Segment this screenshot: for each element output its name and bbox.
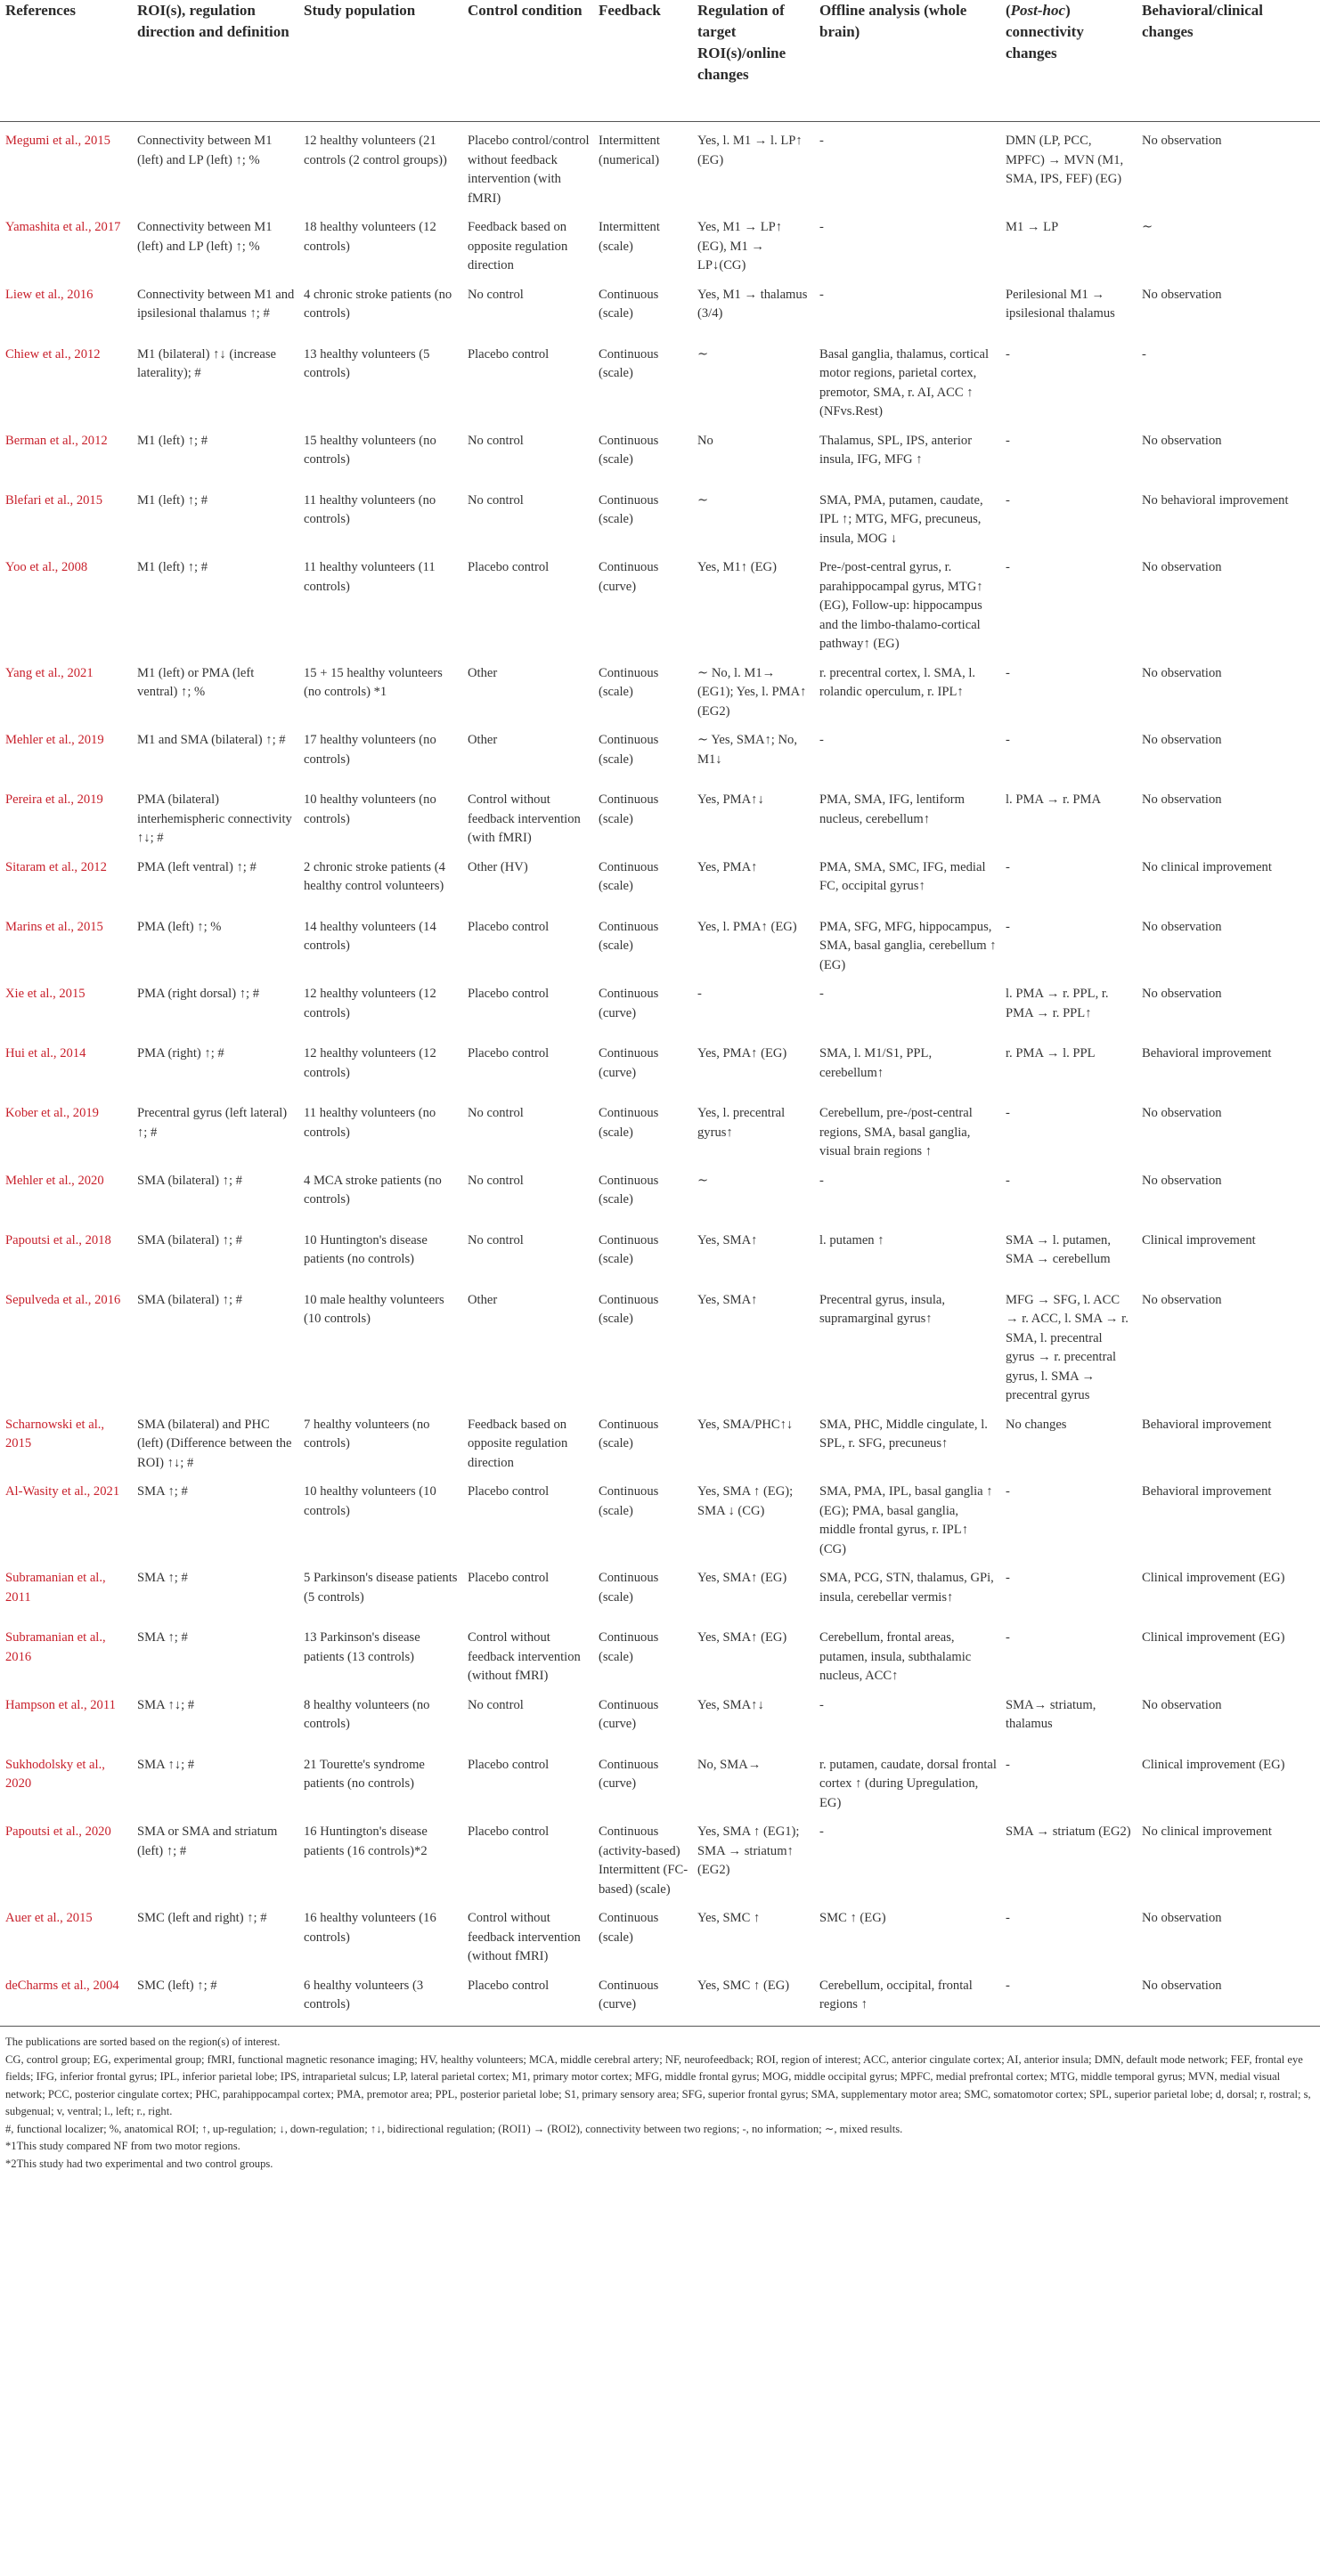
regulation-cell: Yes, SMA↑↓: [697, 1697, 764, 1712]
behavioral-cell: No observation: [1142, 987, 1222, 1001]
table-row: [0, 1222, 1320, 1281]
population-cell: 4 chronic stroke patients (no controls): [304, 287, 452, 321]
connectivity-cell: -: [1006, 665, 1010, 680]
table-row: [0, 849, 1320, 908]
behavioral-cell: No observation: [1142, 665, 1222, 680]
regulation-cell: Yes, PMA↑: [697, 859, 758, 874]
offline-cell: SMA, PMA, putamen, caudate, IPL ↑; MTG, MFG, precuneus, insula, MOG ↓: [819, 492, 983, 546]
connectivity-cell: SMA → striatum (EG2): [1006, 1824, 1131, 1839]
connectivity-cell: DMN (LP, PCC, MPFC) → MVN (M1, SMA, IPS, FEF) (EG): [1006, 134, 1124, 186]
table-row: [0, 122, 1320, 209]
offline-cell: SMA, PHC, Middle cingulate, l. SPL, r. SFG, precuneus↑: [819, 1417, 988, 1451]
connectivity-cell: l. PMA → r. PMA: [1006, 792, 1102, 807]
offline-cell: Precentral gyrus, insula, supramarginal gyrus↑: [819, 1292, 946, 1326]
reference-cell[interactable]: Pereira et al., 2019: [5, 792, 103, 807]
header-regulation: Regulation of target ROI(s)/online changes: [697, 2, 786, 83]
behavioral-cell: Behavioral improvement: [1142, 1417, 1272, 1432]
offline-cell: SMA, l. M1/S1, PPL, cerebellum↑: [819, 1046, 933, 1080]
regulation-cell: Yes, M1↑ (EG): [697, 560, 777, 574]
roi-cell: PMA (right dorsal) ↑; #: [137, 987, 260, 1001]
regulation-cell: ∼ No, l. M1→ (EG1); Yes, l. PMA↑ (EG2): [697, 665, 807, 719]
table-row: [0, 1162, 1320, 1222]
control-cell: Placebo control: [468, 1757, 550, 1772]
feedback-cell: Continuous (scale): [599, 919, 659, 953]
population-cell: 6 healthy volunteers (3 controls): [304, 1978, 424, 2011]
roi-cell: PMA (left ventral) ↑; #: [137, 859, 257, 874]
offline-cell: Cerebellum, frontal areas, putamen, insula, subthalamic nucleus, ACC↑: [819, 1630, 972, 1683]
control-cell: Placebo control: [468, 1978, 550, 1993]
control-cell: Other: [468, 665, 498, 680]
roi-cell: SMC (left) ↑; #: [137, 1978, 217, 1993]
table-row: [0, 908, 1320, 976]
control-cell: Placebo control: [468, 919, 550, 934]
reference-cell[interactable]: Mehler et al., 2019: [5, 733, 104, 747]
reference-cell[interactable]: Blefari et al., 2015: [5, 492, 103, 508]
header-feedback: Feedback: [599, 2, 661, 19]
population-cell: 15 healthy volunteers (no controls): [304, 433, 436, 467]
feedback-cell: Continuous (scale): [599, 1173, 659, 1207]
connectivity-cell: No changes: [1006, 1417, 1067, 1432]
regulation-cell: Yes, l. precentral gyrus↑: [697, 1106, 786, 1140]
roi-cell: SMA ↑↓; #: [137, 1697, 195, 1712]
connectivity-cell: -: [1006, 1106, 1010, 1120]
feedback-cell: Continuous (curve): [599, 987, 659, 1020]
feedback-cell: Continuous (scale): [599, 733, 659, 767]
offline-cell: PMA, SFG, MFG, hippocampus, SMA, basal ganglia, cerebellum ↑ (EG): [819, 919, 997, 972]
behavioral-cell: No clinical improvement: [1142, 1824, 1272, 1839]
control-cell: Placebo control: [468, 1571, 550, 1585]
connectivity-cell: -: [1006, 733, 1010, 747]
population-cell: 5 Parkinson's disease patients (5 controls): [304, 1571, 458, 1605]
behavioral-cell: No observation: [1142, 1697, 1222, 1712]
control-cell: Other (HV): [468, 859, 528, 874]
connectivity-cell: l. PMA → r. PPL, r. PMA → r. PPL↑: [1006, 987, 1109, 1020]
feedback-cell: Continuous (scale): [599, 1232, 659, 1266]
regulation-cell: Yes, SMC ↑ (EG): [697, 1978, 790, 1993]
header-references: References: [5, 2, 76, 19]
population-cell: 11 healthy volunteers (no controls): [304, 492, 436, 526]
control-cell: No control: [468, 1232, 524, 1247]
table-row: [0, 1473, 1320, 1559]
population-cell: 12 healthy volunteers (12 controls): [304, 1046, 436, 1080]
regulation-cell: No: [697, 433, 713, 448]
feedback-cell: Continuous (scale): [599, 1106, 659, 1140]
feedback-cell: Continuous (scale): [599, 1911, 659, 1945]
table-row: [0, 276, 1320, 336]
offline-cell: -: [819, 1824, 824, 1839]
table-row: [0, 1813, 1320, 1899]
feedback-cell: Continuous (scale): [599, 1417, 659, 1451]
offline-cell: Thalamus, SPL, IPS, anterior insula, IFG, MFG ↑: [819, 433, 973, 467]
regulation-cell: Yes, SMA↑ (EG): [697, 1571, 787, 1585]
behavioral-cell: Clinical improvement (EG): [1142, 1630, 1285, 1645]
roi-cell: SMA (bilateral) ↑; #: [137, 1173, 242, 1188]
roi-cell: SMA ↑↓; #: [137, 1757, 195, 1772]
connectivity-cell: -: [1006, 433, 1010, 448]
reference-cell[interactable]: Papoutsi et al., 2020: [5, 1824, 111, 1839]
connectivity-cell: MFG → SFG, l. ACC → r. ACC, l. SMA → r. SMA, l. precentral gyrus → r. precentral gyrus, l. SMA → precentral gyrus: [1006, 1292, 1129, 1402]
table-row: [0, 208, 1320, 276]
feedback-cell: Continuous (scale): [599, 1630, 659, 1664]
connectivity-cell: -: [1006, 1630, 1010, 1645]
reference-cell[interactable]: Chiew et al., 2012: [5, 346, 101, 362]
table-row: [0, 1967, 1320, 2027]
reference-cell[interactable]: deCharms et al., 2004: [5, 1978, 119, 1993]
regulation-cell: Yes, SMA↑ (EG): [697, 1630, 787, 1645]
feedback-cell: Continuous (scale): [599, 287, 659, 321]
population-cell: 12 healthy volunteers (12 controls): [304, 987, 436, 1020]
feedback-cell: Continuous (scale): [599, 1292, 659, 1326]
table-row: [0, 549, 1320, 654]
offline-cell: -: [819, 134, 824, 148]
connectivity-cell: -: [1006, 1484, 1010, 1499]
reference-cell[interactable]: Yamashita et al., 2017: [5, 220, 121, 234]
offline-cell: Cerebellum, pre-/post-central regions, SMA, basal ganglia, visual brain regions ↑: [819, 1106, 973, 1158]
regulation-cell: ∼ Yes, SMA↑; No, M1↓: [697, 733, 797, 767]
regulation-cell: Yes, M1 → thalamus (3/4): [697, 287, 808, 321]
behavioral-cell: No observation: [1142, 919, 1222, 934]
regulation-cell: Yes, PMA↑ (EG): [697, 1046, 787, 1060]
connectivity-cell: r. PMA → l. PPL: [1006, 1046, 1096, 1060]
offline-cell: -: [819, 1173, 824, 1188]
behavioral-cell: No observation: [1142, 1911, 1222, 1925]
connectivity-cell: -: [1006, 859, 1010, 874]
control-cell: Placebo control: [468, 346, 550, 362]
feedback-cell: Continuous (curve): [599, 1757, 659, 1791]
control-cell: No control: [468, 1173, 524, 1188]
connectivity-cell: Perilesional M1 → ipsilesional thalamus: [1006, 287, 1115, 321]
population-cell: 2 chronic stroke patients (4 healthy control volunteers): [304, 859, 445, 893]
population-cell: 4 MCA stroke patients (no controls): [304, 1173, 442, 1207]
regulation-cell: Yes, PMA↑↓: [697, 792, 764, 807]
reference-cell[interactable]: Hui et al., 2014: [5, 1046, 86, 1060]
regulation-cell: Yes, SMA ↑ (EG); SMA ↓ (CG): [697, 1484, 794, 1518]
header-control-condition: Control condition: [468, 2, 583, 19]
feedback-cell: Continuous (scale): [599, 433, 659, 467]
connectivity-cell: M1 → LP: [1006, 220, 1059, 234]
connectivity-cell: -: [1006, 919, 1010, 934]
population-cell: 10 healthy volunteers (no controls): [304, 792, 436, 826]
header-offline-analysis: Offline analysis (whole brain): [819, 2, 967, 40]
population-cell: 10 Huntington's disease patients (no controls): [304, 1232, 428, 1266]
population-cell: 18 healthy volunteers (12 controls): [304, 220, 436, 254]
offline-cell: -: [819, 733, 824, 747]
offline-cell: SMC ↑ (EG): [819, 1911, 886, 1925]
population-cell: 21 Tourette's syndrome patients (no controls): [304, 1757, 425, 1791]
behavioral-cell: No observation: [1142, 560, 1222, 574]
roi-cell: M1 (left) ↑; #: [137, 433, 208, 448]
reference-cell[interactable]: Sepulveda et al., 2016: [5, 1292, 121, 1307]
feedback-cell: Continuous (scale): [599, 665, 659, 699]
roi-cell: SMA (bilateral) ↑; #: [137, 1232, 242, 1247]
reference-cell[interactable]: Yang et al., 2021: [5, 665, 94, 680]
behavioral-cell: Behavioral improvement: [1142, 1046, 1272, 1060]
reference-cell[interactable]: Al-Wasity et al., 2021: [5, 1484, 120, 1499]
connectivity-cell: -: [1006, 1173, 1010, 1188]
population-cell: 8 healthy volunteers (no controls): [304, 1697, 430, 1731]
control-cell: Placebo control: [468, 560, 550, 574]
behavioral-cell: Clinical improvement (EG): [1142, 1571, 1285, 1585]
table-row: [0, 1094, 1320, 1162]
table-body: [0, 122, 1320, 2027]
reference-cell[interactable]: Kober et al., 2019: [5, 1106, 99, 1120]
control-cell: Control without feedback intervention (without fMRI): [468, 1630, 581, 1683]
table-row: [0, 1559, 1320, 1619]
roi-cell: M1 (left) ↑; #: [137, 492, 208, 508]
connectivity-cell: SMA→ striatum, thalamus: [1006, 1697, 1096, 1731]
roi-cell: SMA ↑; #: [137, 1484, 188, 1499]
regulation-cell: Yes, SMA ↑ (EG1); SMA → striatum↑ (EG2): [697, 1824, 800, 1877]
offline-cell: SMA, PCG, STN, thalamus, GPi, insula, cerebellar vermis↑: [819, 1571, 994, 1605]
control-cell: Other: [468, 1292, 498, 1307]
table-row: [0, 1746, 1320, 1814]
table-row: [0, 1406, 1320, 1474]
table-row: [0, 1035, 1320, 1094]
footnote: *2This study had two experimental and two control groups.: [5, 2157, 273, 2170]
behavioral-cell: No observation: [1142, 792, 1222, 807]
connectivity-cell: -: [1006, 492, 1010, 508]
roi-cell: Connectivity between M1 and ipsilesional thalamus ↑; #: [137, 287, 295, 321]
offline-cell: Basal ganglia, thalamus, cortical motor regions, parietal cortex, premotor, SMA, r. AI, ACC ↑ (NFvs.Rest): [819, 346, 990, 418]
roi-cell: Precentral gyrus (left lateral) ↑; #: [137, 1106, 288, 1140]
regulation-cell: Yes, l. M1 → l. LP↑ (EG): [697, 134, 803, 167]
feedback-cell: Continuous (scale): [599, 492, 659, 526]
reference-cell[interactable]: Berman et al., 2012: [5, 433, 108, 448]
footnote: #, functional localizer; %, anatomical ROI; ↑, up-regulation; ↓, down-regulation; ↑↓, bidirectional regulation; (ROI1) → (ROI2), connectivity between two regions; -, no information; ∼, mixed results.: [5, 2122, 903, 2135]
population-cell: 7 healthy volunteers (no controls): [304, 1417, 430, 1451]
header-study-population: Study population: [304, 2, 416, 19]
behavioral-cell: No observation: [1142, 134, 1222, 148]
regulation-cell: Yes, SMA↑: [697, 1292, 758, 1307]
reference-cell[interactable]: Subramanian et al., 2011: [5, 1571, 106, 1605]
connectivity-cell: -: [1006, 1571, 1010, 1585]
feedback-cell: Continuous (scale): [599, 346, 659, 380]
roi-cell: M1 (left) ↑; #: [137, 560, 208, 574]
reference-cell[interactable]: Liew et al., 2016: [5, 287, 94, 302]
population-cell: 11 healthy volunteers (no controls): [304, 1106, 436, 1140]
population-cell: 14 healthy volunteers (14 controls): [304, 919, 436, 953]
control-cell: Control without feedback intervention (without fMRI): [468, 1911, 581, 1963]
connectivity-cell: -: [1006, 1757, 1010, 1772]
reference-cell[interactable]: Subramanian et al., 2016: [5, 1630, 106, 1664]
feedback-cell: Continuous (curve): [599, 1046, 659, 1080]
offline-cell: Pre-/post-central gyrus, r. parahippocampal gyrus, MTG↑ (EG), Follow-up: hippocampus and the limbo-thalamo-cortical pathway↑ (EG): [819, 560, 983, 651]
offline-cell: -: [819, 220, 824, 234]
regulation-cell: ∼: [697, 1173, 709, 1188]
population-cell: 12 healthy volunteers (21 controls (2 control groups)): [304, 134, 447, 167]
regulation-cell: -: [697, 987, 702, 1001]
table-footnotes: [0, 2027, 1320, 2173]
offline-cell: PMA, SMA, IFG, lentiform nucleus, cerebellum↑: [819, 792, 965, 826]
population-cell: 10 healthy volunteers (10 controls): [304, 1484, 436, 1518]
table-row: [0, 336, 1320, 422]
connectivity-cell: -: [1006, 1911, 1010, 1925]
table-row: [0, 654, 1320, 722]
reference-cell[interactable]: Yoo et al., 2008: [5, 560, 88, 574]
feedback-cell: Intermittent (numerical): [599, 134, 660, 167]
offline-cell: -: [819, 987, 824, 1001]
population-cell: 15 + 15 healthy volunteers (no controls) *1: [304, 665, 443, 699]
footnote: *1This study compared NF from two motor regions.: [5, 2140, 240, 2152]
behavioral-cell: No observation: [1142, 1106, 1222, 1120]
regulation-cell: ∼: [697, 346, 709, 362]
behavioral-cell: Behavioral improvement: [1142, 1484, 1272, 1499]
population-cell: 11 healthy volunteers (11 controls): [304, 560, 436, 594]
control-cell: No control: [468, 287, 524, 302]
roi-cell: SMA (bilateral) ↑; #: [137, 1292, 242, 1307]
behavioral-cell: -: [1142, 346, 1146, 362]
roi-cell: PMA (right) ↑; #: [137, 1046, 224, 1060]
feedback-cell: Continuous (curve): [599, 1697, 659, 1731]
header-behavioral: Behavioral/clinical changes: [1142, 2, 1263, 40]
feedback-cell: Continuous (scale): [599, 792, 659, 826]
control-cell: No control: [468, 1697, 524, 1712]
control-cell: Feedback based on opposite regulation direction: [468, 220, 568, 272]
reference-cell[interactable]: Papoutsi et al., 2018: [5, 1232, 111, 1247]
offline-cell: -: [819, 1697, 824, 1712]
connectivity-cell: -: [1006, 560, 1010, 574]
roi-cell: SMA ↑; #: [137, 1571, 188, 1585]
reference-cell[interactable]: Sitaram et al., 2012: [5, 859, 107, 874]
reference-cell[interactable]: Megumi et al., 2015: [5, 134, 110, 148]
control-cell: No control: [468, 433, 524, 448]
feedback-cell: Intermittent (scale): [599, 220, 660, 254]
roi-cell: M1 (left) or PMA (left ventral) ↑; %: [137, 665, 255, 699]
table-header: [0, 0, 1320, 122]
population-cell: 13 healthy volunteers (5 controls): [304, 346, 430, 380]
control-cell: No control: [468, 1106, 524, 1120]
control-cell: Control without feedback intervention (with fMRI): [468, 792, 581, 845]
reference-cell[interactable]: Auer et al., 2015: [5, 1911, 93, 1925]
population-cell: 10 male healthy volunteers (10 controls): [304, 1292, 444, 1326]
header-roi: ROI(s), regulation direction and definition: [137, 2, 289, 40]
reference-cell[interactable]: Hampson et al., 2011: [5, 1697, 116, 1712]
offline-cell: SMA, PMA, IPL, basal ganglia ↑ (EG); PMA, basal ganglia, middle frontal gyrus, r. IPL↑ (CG): [819, 1484, 993, 1556]
population-cell: 13 Parkinson's disease patients (13 controls): [304, 1630, 420, 1664]
feedback-cell: Continuous (scale): [599, 859, 659, 893]
roi-cell: M1 and SMA (bilateral) ↑; #: [137, 733, 286, 747]
offline-cell: r. putamen, caudate, dorsal frontal cortex ↑ (during Upregulation, EG): [819, 1757, 997, 1810]
behavioral-cell: No observation: [1142, 1978, 1222, 1993]
connectivity-cell: SMA → l. putamen, SMA → cerebellum: [1006, 1232, 1111, 1266]
reference-cell[interactable]: Scharnowski et al., 2015: [5, 1417, 105, 1451]
population-cell: 16 Huntington's disease patients (16 controls)*2: [304, 1824, 428, 1858]
regulation-cell: Yes, SMA/PHC↑↓: [697, 1417, 794, 1432]
regulation-cell: No, SMA→: [697, 1757, 762, 1772]
regulation-cell: Yes, M1 → LP↑ (EG), M1 → LP↓(CG): [697, 220, 783, 272]
table-row: [0, 422, 1320, 482]
table-row: [0, 1899, 1320, 1967]
behavioral-cell: Clinical improvement (EG): [1142, 1757, 1285, 1772]
offline-cell: PMA, SMA, SMC, IFG, medial FC, occipital gyrus↑: [819, 859, 986, 893]
regulation-cell: Yes, l. PMA↑ (EG): [697, 919, 797, 934]
footnote: The publications are sorted based on the region(s) of interest.: [5, 2036, 281, 2048]
reference-cell[interactable]: Marins et al., 2015: [5, 919, 103, 934]
regulation-cell: Yes, SMA↑: [697, 1232, 758, 1247]
regulation-cell: ∼: [697, 492, 709, 508]
population-cell: 16 healthy volunteers (16 controls): [304, 1911, 436, 1945]
feedback-cell: Continuous (activity-based) Intermittent (FC-based) (scale): [599, 1824, 689, 1897]
table-row: [0, 781, 1320, 849]
control-cell: Placebo control: [468, 1046, 550, 1060]
behavioral-cell: No observation: [1142, 733, 1222, 747]
population-cell: 17 healthy volunteers (no controls): [304, 733, 436, 767]
control-cell: Placebo control: [468, 987, 550, 1001]
table-row: [0, 1281, 1320, 1406]
header-connectivity: (Post-hoc) connectivity changes: [1006, 2, 1084, 61]
control-cell: Feedback based on opposite regulation direction: [468, 1417, 568, 1470]
connectivity-cell: -: [1006, 1978, 1010, 1993]
control-cell: No control: [468, 492, 524, 508]
regulation-cell: Yes, SMC ↑: [697, 1911, 761, 1925]
behavioral-cell: ∼: [1142, 220, 1153, 234]
behavioral-cell: No observation: [1142, 433, 1222, 448]
feedback-cell: Continuous (scale): [599, 1484, 659, 1518]
feedback-cell: Continuous (scale): [599, 1571, 659, 1605]
behavioral-cell: No behavioral improvement: [1142, 492, 1289, 508]
roi-cell: M1 (bilateral) ↑↓ (increase laterality); #: [137, 346, 276, 380]
behavioral-cell: No observation: [1142, 1173, 1222, 1188]
table-row: [0, 1686, 1320, 1746]
roi-cell: SMA (bilateral) and PHC (left) (Difference between the ROI) ↑↓; #: [137, 1417, 292, 1470]
offline-cell: l. putamen ↑: [819, 1232, 884, 1247]
roi-cell: SMA or SMA and striatum (left) ↑; #: [137, 1824, 278, 1858]
behavioral-cell: No observation: [1142, 1292, 1222, 1307]
control-cell: Placebo control: [468, 1484, 550, 1499]
control-cell: Other: [468, 733, 498, 747]
roi-cell: SMA ↑; #: [137, 1630, 188, 1645]
roi-cell: SMC (left and right) ↑; #: [137, 1911, 267, 1925]
reference-cell[interactable]: Sukhodolsky et al., 2020: [5, 1757, 105, 1791]
reference-cell[interactable]: Mehler et al., 2020: [5, 1173, 104, 1188]
offline-cell: r. precentral cortex, l. SMA, l. rolandic operculum, r. IPL↑: [819, 665, 976, 699]
footnote: CG, control group; EG, experimental group; fMRI, functional magnetic resonance imaging; HV, healthy volunteers; MCA, middle cerebral artery; NF, neurofeedback; ROI, region of interest; ACC, anterior cingulate cortex; AI, anterior insula; DMN, default mode network; FEF, frontal eye fields; IFG, inferior frontal gyrus; IPL, inferior parietal lobe; IPS, intraparietal sulcus; LP, lateral parietal cortex; M1, primary motor cortex; MFG, middle frontal gyrus; MOG, middle occipital gyrus; MPFC, medial prefrontal cortex; MTG, middle temporal gyrus; MVN, medial visual network; PCC, posterior cingulate cortex; PHC, parahippocampal cortex; PMA, premotor area; PPL, posterior parietal lobe; S1, primary sensory area; SFG, superior frontal gyrus; SMA, supplementary motor area; SMC, somatomotor cortex; SPL, superior parietal lobe; d, dorsal; r, rostral; s, subgenual; v, ventral; l., left; r., right.: [5, 2052, 1311, 2117]
roi-cell: PMA (bilateral) interhemispheric connectivity ↑↓; #: [137, 792, 292, 845]
table-row: [0, 721, 1320, 781]
feedback-cell: Continuous (curve): [599, 1978, 659, 2011]
control-cell: Placebo control/control without feedback intervention (with fMRI): [468, 134, 590, 206]
offline-cell: -: [819, 287, 824, 302]
behavioral-cell: No clinical improvement: [1142, 859, 1272, 874]
roi-cell: Connectivity between M1 (left) and LP (left) ↑; %: [137, 134, 273, 167]
table-row: [0, 482, 1320, 549]
behavioral-cell: Clinical improvement: [1142, 1232, 1256, 1247]
reference-cell[interactable]: Xie et al., 2015: [5, 987, 86, 1001]
table-row: [0, 1619, 1320, 1686]
connectivity-cell: -: [1006, 346, 1010, 362]
roi-cell: PMA (left) ↑; %: [137, 919, 222, 934]
offline-cell: Cerebellum, occipital, frontal regions ↑: [819, 1978, 973, 2011]
roi-cell: Connectivity between M1 (left) and LP (left) ↑; %: [137, 220, 273, 254]
table-row: [0, 975, 1320, 1035]
control-cell: Placebo control: [468, 1824, 550, 1839]
behavioral-cell: No observation: [1142, 287, 1222, 302]
feedback-cell: Continuous (curve): [599, 560, 659, 594]
